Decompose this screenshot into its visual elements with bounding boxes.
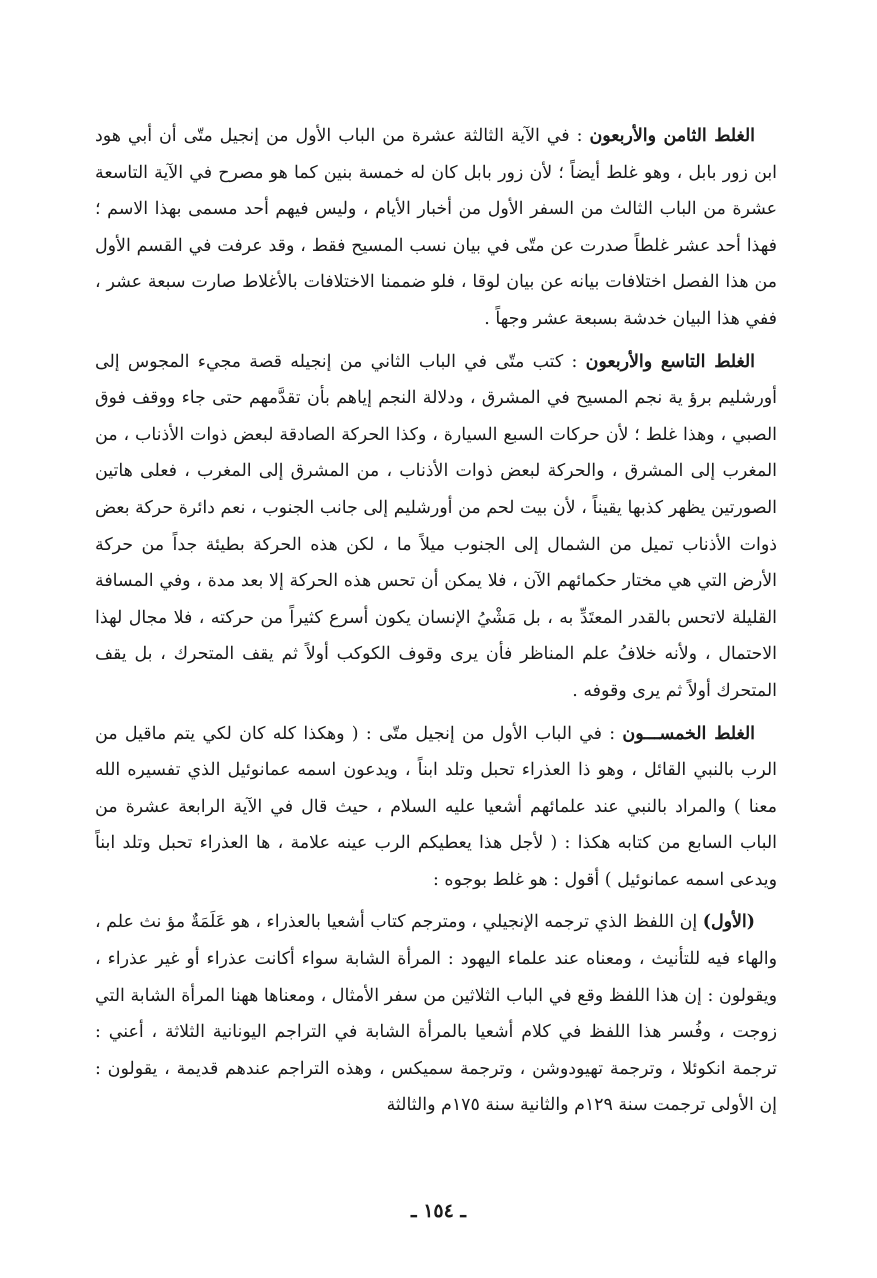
paragraph-heading: (الأول) xyxy=(702,912,755,933)
paragraph-first-point xyxy=(95,904,777,1124)
page-text xyxy=(95,118,777,1124)
paragraph-body: : في الباب الأول من إنجيل متّى : ( وهكذا كله كان لكي يتم ماقيل من الرب بالنبي القائل ، وهو ذا العذراء تحبل وتلد ابناً ، ويدعون اسمه عمانوئيل الذي تفسيره الله معنا ) والمراد بالنبي عند علمائهم أشعيا عليه السلام ، حيث قال في الآية الرابعة عشرة من الباب السابع من كتابه هكذا : ( لأجل هذا يعطيكم الرب عينه علامة ، ها العذراء تحبل وتلد ابناً ويدعى اسمه عمانوئيل ) أقول : هو غلط بوجوه : xyxy=(95,723,777,890)
paragraph-50 xyxy=(95,716,777,899)
paragraph-body: : كتب متّى في الباب الثاني من إنجيله قصة مجيء المجوس إلى أورشليم برؤ ية نجم المسيح في المشرق ، ودلالة النجم إياهم بأن تقدَّمهم حتى جاء ووقف فوق الصبي ، وهذا غلط ؛ لأن حركات السبع السيارة ، وكذا الحركة الصادقة لبعض ذوات الأذناب ، من المغرب إلى المشرق ، والحركة لبعض ذوات الأذناب ، من المشرق إلى المغرب ، فعلى هاتين الصورتين يظهر كذبها يقيناً ، لأن بيت لحم من أورشليم إلى جانب الجنوب ، نعم دائرة حركة بعض ذوات الأذناب تميل من الشمال إلى الجنوب ميلاً ما ، لكن هذه الحركة بطيئة جداً من حركة الأرض التي هي مختار حكمائهم الآن ، فلا يمكن أن تحس هذه الحركة إلا بعد مدة ، وفي المسافة القليلة لاتحس بالقدر المعتَدِّ به ، بل مَشْيُ الإنسان يكون أسرع كثيراً من حركته ، فلا مجال لهذا الاحتمال ، ولأنه خلافُ علم المناظر فأن يرى وقوف الكوكب أولاً ثم يقف المتحرك ، بل يقف المتحرك أولاً ثم يرى وقوفه . xyxy=(95,351,777,701)
paragraph-heading: الغلط الخمســـون xyxy=(622,723,755,744)
paragraph-heading: الغلط التاسع والأربعون xyxy=(585,351,755,372)
paragraph-heading: الغلط الثامن والأربعون xyxy=(589,126,755,146)
paragraph-48 xyxy=(95,118,777,338)
paragraph-body: : في الآية الثالثة عشرة من الباب الأول من إنجيل متّى أن أبي هود ابن زور بابل ، وهو غلط أيضاً ؛ لأن زور بابل كان له خمسة بنين كما هو مصرح في الآية التاسعة عشرة من الباب الثالث من السفر الأول من أخبار الأيام ، وليس فيهم أحد مسمى بهذا الاسم ؛ فهذا أحد عشر غلطاً صدرت عن متّى في بيان نسب المسيح فقط ، وقد عرفت في القسم الأول من هذا الفصل اختلافات بيانه عن بيان لوقا ، فلو ضممنا الاختلافات بالأغلاط صارت سبعة عشر ، ففي هذا البيان خدشة بسبعة عشر وجهاً . xyxy=(95,126,777,329)
paragraph-49 xyxy=(95,344,777,710)
page-number: ـ ١٥٤ ـ xyxy=(411,1200,466,1222)
paragraph-body: إن اللفظ الذي ترجمه الإنجيلي ، ومترجم كتاب أشعيا بالعذراء ، هو عَلَمَةٌ مؤ نث علم ، والهاء فيه للتأنيث ، ومعناه عند علماء اليهود : المرأة الشابة سواء أكانت عذراء أو غير عذراء ، ويقولون : إن هذا اللفظ وقع في الباب الثلاثين من سفر الأمثال ، ومعناها ههنا المرأة الشابة التي زوجت ، وفُسر هذا اللفظ في كلام أشعيا بالمرأة الشابة في التراجم اليونانية الثلاثة ، أعني : ترجمة انكوئلا ، وترجمة تهيودوشن ، وترجمة سميكس ، وهذه التراجم عندهم قديمة ، يقولون : إن الأولى ترجمت سنة ١٢٩م والثانية سنة ١٧٥م والثالثة xyxy=(95,912,777,1116)
